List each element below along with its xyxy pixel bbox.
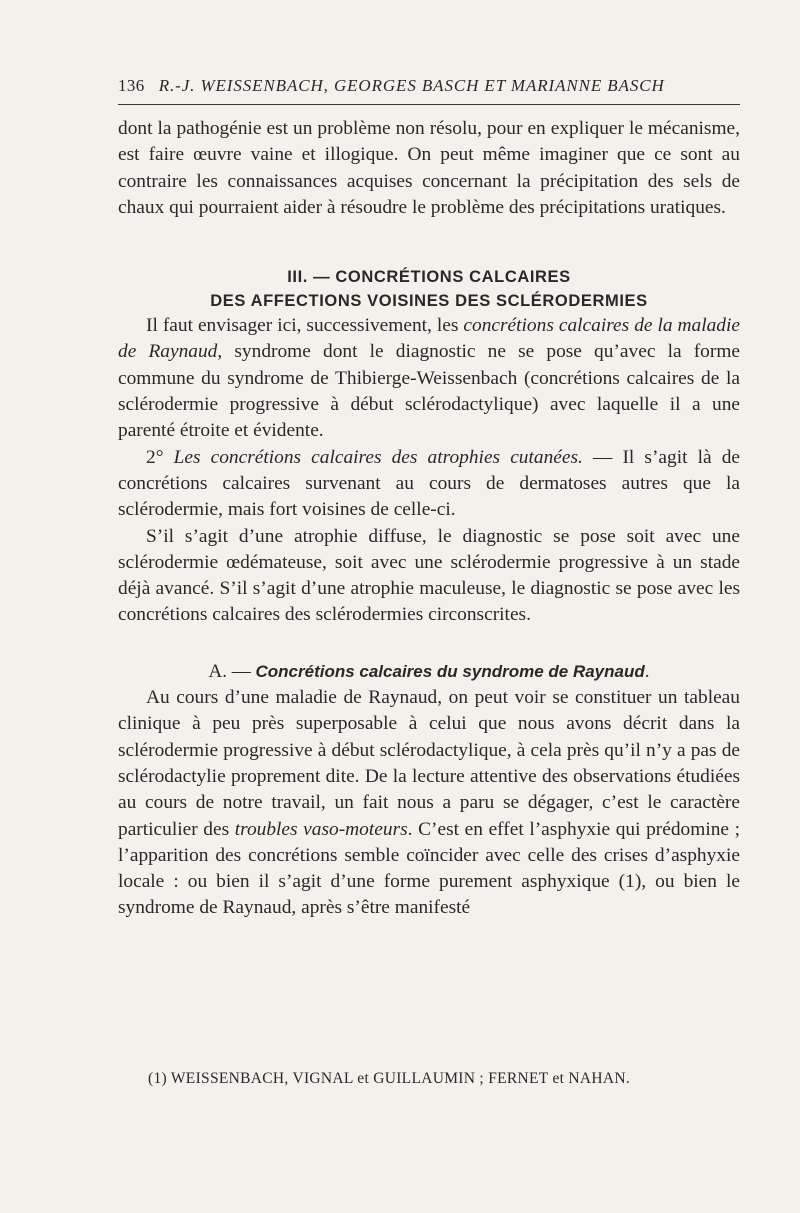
- paragraph-4: S’il s’agit d’une atrophie diffuse, le diagnostic se pose soit avec une sclérodermie œdémateuse, soit avec une sclérodermie progressive à un stade déjà avancé. S’il s’agit d’une atrophie maculeuse, le diagnostic se pose avec les concrétions calcaires des sclérodermies circonscrites.: [118, 525, 740, 626]
- section-heading-line-2: DES AFFECTIONS VOISINES DES SCLÉRODERMIES: [210, 292, 648, 311]
- paragraph-2-italic: concrétions calcaires de la maladie de Raynaud: [118, 315, 741, 363]
- body-text: [118, 116, 740, 922]
- paragraph-1: dont la pathogénie est un problème non résolu, pour en expliquer le mécanisme, est faire œuvre vaine et illogique. On peut même imaginer que ce sont au contraire les connaissances acquises concernant la précipitation des sels de chaux qui pourraient aider à résoudre le problème des précipitations uratiques.: [118, 118, 740, 218]
- paragraph-3: [118, 445, 740, 524]
- paragraph-2-text-c: , syndrome dont le diagnostic ne se pose qu’avec la forme commune du syndrome de Thibierge-Weissenbach (concrétions calcaires de la sclérodermie progressive à début sclérodactylique) avec laquelle il a une parenté étroite et évidente.: [118, 341, 741, 442]
- sub-heading-title: Concrétions calcaires du syndrome de Raynaud: [255, 661, 645, 681]
- running-title: R.-J. WEISSENBACH, GEORGES BASCH ET MARIANNE BASCH: [158, 76, 665, 95]
- running-head: [118, 76, 740, 96]
- sub-heading-suffix: .: [644, 660, 650, 682]
- paragraph-5: [118, 685, 740, 922]
- page-number: 136: [118, 76, 145, 95]
- paragraph-5-text-c: . C’est en effet l’asphyxie qui prédomine ; l’apparition des concrétions semble coïncider avec celle des crises d’asphyxie locale : ou bien il s’agit d’une forme purement asphyxique (1), ou bien le syndrome de Raynaud, après s’être manifesté: [118, 818, 741, 919]
- footnote: (1) WEISSENBACH, VIGNAL et GUILLAUMIN ; FERNET et NAHAN.: [148, 1070, 631, 1087]
- paragraph-5-text-a: Au cours d’une maladie de Raynaud, on peut voir se constituer un tableau clinique à peu près superposable à celui que nous avons décrit dans la sclérodermie progressive à début sclérodactylique, à cela près qu’il n’y a pas de sclérodactylie proprement dite. De la lecture attentive des observations étudiées au cours de notre travail, un fait nous a paru se dégager, c’est le caractère particulier des: [118, 687, 740, 840]
- paragraph-2-text-a: Il faut envisager ici, successivement, les: [146, 315, 464, 337]
- header-rule: [118, 104, 740, 105]
- section-heading: [118, 265, 740, 313]
- sub-heading: [118, 659, 740, 685]
- paragraph-3-number: 2°: [146, 446, 174, 468]
- paragraph-2: [118, 313, 740, 444]
- paragraph-5-italic: troubles vaso-moteurs: [234, 818, 408, 840]
- sub-heading-prefix: A. —: [208, 660, 256, 682]
- paragraph-3-text-c: — Il s’agit là de concrétions calcaires survenant au cours de dermatoses autres que la sclérodermie, mais fort voisines de celle-ci.: [118, 446, 740, 521]
- section-heading-line-1: III. — CONCRÉTIONS CALCAIRES: [287, 268, 571, 287]
- paragraph-3-italic: Les concrétions calcaires des atrophies cutanées.: [173, 446, 583, 468]
